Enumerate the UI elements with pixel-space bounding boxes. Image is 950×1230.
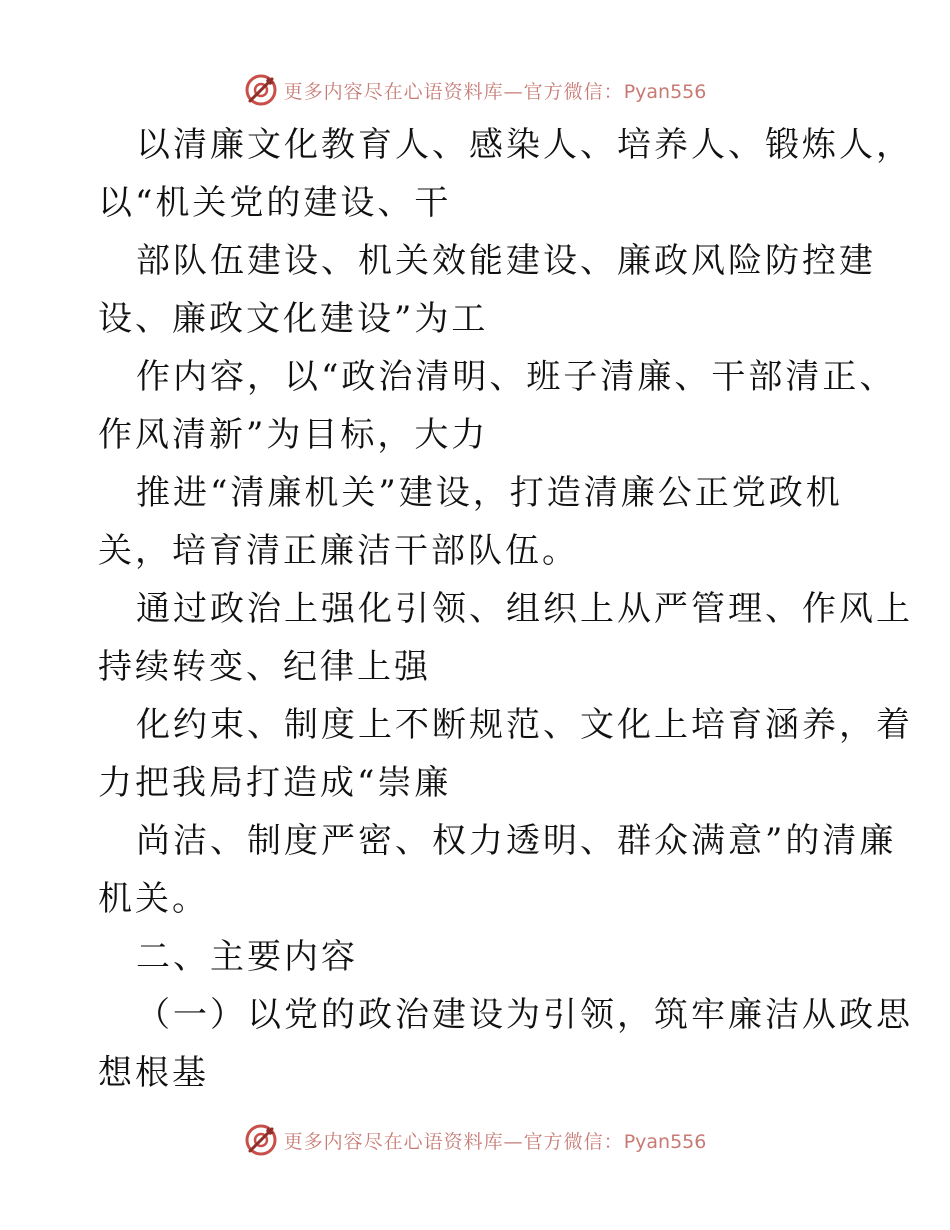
paragraph-6 <box>98 696 913 812</box>
paragraph-4-line-1: 推进“清廉机关”建设，打造清廉公正党政机 <box>136 473 843 513</box>
paragraph-1 <box>98 116 913 232</box>
paragraph-7-line-1: 尚洁、制度严密、权力透明、群众满意”的清廉 <box>136 821 897 861</box>
paragraph-5-line-2: 持续转变、纪律上强 <box>98 647 431 687</box>
document-body <box>98 116 913 1102</box>
paragraph-5 <box>98 580 913 696</box>
paragraph-3-line-2: 作风清新”为目标，大力 <box>98 415 489 455</box>
paragraph-4-line-2: 关，培育清正廉洁干部队伍。 <box>98 531 579 571</box>
paragraph-2-line-2: 设、廉政文化建设”为工 <box>98 299 489 339</box>
paragraph-3-line-1: 作内容，以“政治清明、班子清廉、干部清正、 <box>136 357 897 397</box>
paragraph-1-line-1: 以清廉文化教育人、感染人、培养人、锻炼人， <box>136 125 913 165</box>
header-watermark <box>0 70 950 110</box>
paragraph-1-line-2: 以“机关党的建设、干 <box>98 183 452 223</box>
watermark-dash: — <box>503 80 524 103</box>
section-heading <box>98 928 858 986</box>
paragraph-7 <box>98 812 897 928</box>
paragraph-2 <box>98 232 876 348</box>
watermark-wechat-id: Pyan556 <box>623 1130 707 1153</box>
watermark-logo-icon <box>244 73 278 107</box>
watermark-suffix-text: 官方微信： <box>523 1130 624 1153</box>
paragraph-3 <box>98 348 897 464</box>
paragraph-5-line-1: 通过政治上强化引领、组织上从严管理、作风上 <box>136 589 913 629</box>
watermark-suffix-text: 官方微信： <box>523 80 624 103</box>
subsection-heading <box>98 986 913 1102</box>
watermark-wechat-id: Pyan556 <box>623 80 707 103</box>
watermark-main-text: 更多内容尽在心语资料库 <box>283 1130 504 1153</box>
subsection-heading-line-2: 想根基 <box>98 1053 209 1093</box>
section-heading-text: 二、主要内容 <box>136 937 358 977</box>
paragraph-6-line-1: 化约束、制度上不断规范、文化上培育涵养，着 <box>136 705 913 745</box>
paragraph-6-line-2: 力把我局打造成“崇廉 <box>98 763 452 803</box>
watermark-text <box>284 1127 707 1154</box>
paragraph-4 <box>98 464 858 580</box>
watermark-logo-icon <box>244 1123 278 1157</box>
subsection-heading-line-1: （一）以党的政治建设为引领，筑牢廉洁从政思 <box>136 995 913 1035</box>
footer-watermark <box>0 1120 950 1160</box>
paragraph-2-line-1: 部队伍建设、机关效能建设、廉政风险防控建 <box>136 241 876 281</box>
watermark-main-text: 更多内容尽在心语资料库 <box>283 80 504 103</box>
watermark-dash: — <box>503 1130 524 1153</box>
paragraph-7-line-2: 机关。 <box>98 879 209 919</box>
watermark-text <box>284 77 707 104</box>
